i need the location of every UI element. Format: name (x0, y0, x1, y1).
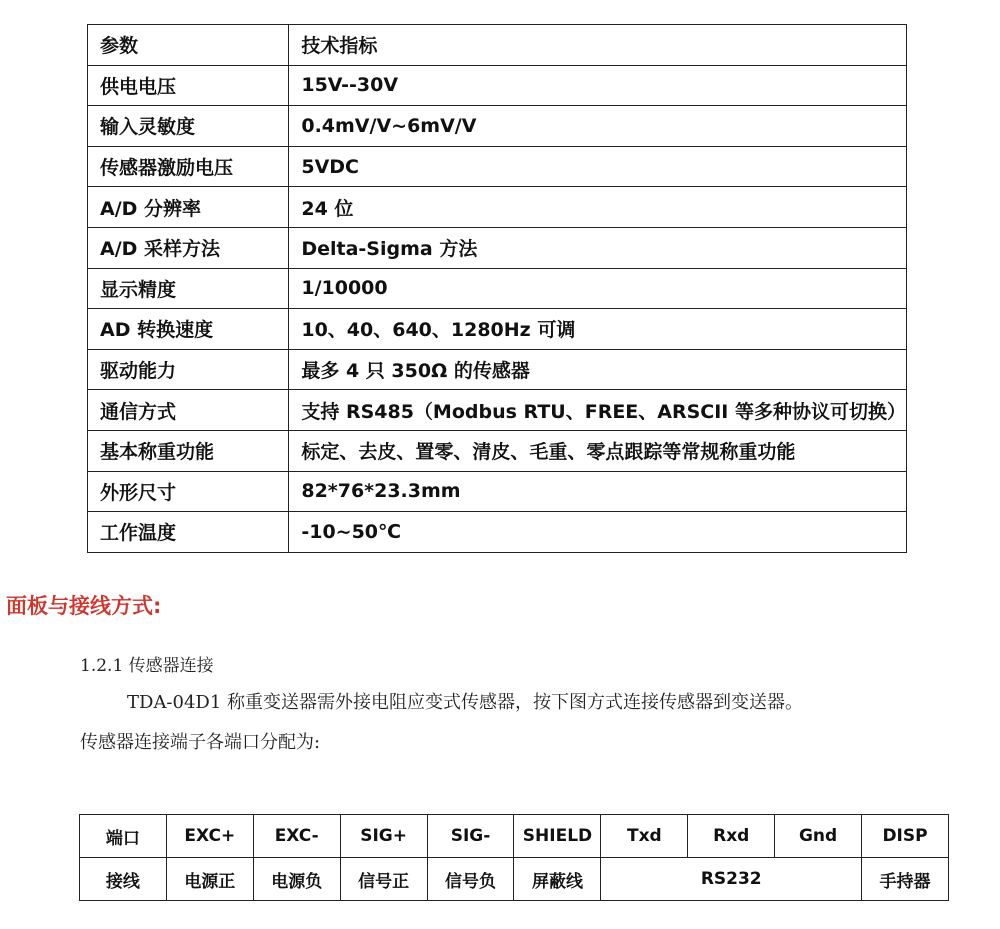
spec-param-cell: 参数 (88, 25, 289, 66)
spec-row (88, 268, 907, 309)
spec-param-cell: 工作温度 (88, 512, 289, 553)
wiring-assignment-row (80, 858, 949, 901)
cell-rs232: RS232 (601, 858, 862, 901)
description-paragraph (80, 683, 950, 763)
spec-value-cell: 82*76*23.3mm (289, 471, 907, 512)
spec-row (88, 430, 907, 471)
spec-value-cell: 15V--30V (289, 65, 907, 106)
header-cell-sig-neg: SIG- (427, 815, 514, 858)
header-cell-gnd: Gnd (775, 815, 862, 858)
spec-row (88, 65, 907, 106)
spec-value-cell: 5VDC (289, 146, 907, 187)
spec-row (88, 227, 907, 268)
header-cell-shield: SHIELD (514, 815, 601, 858)
header-cell-exc-pos: EXC+ (166, 815, 253, 858)
spec-param-cell: 显示精度 (88, 268, 289, 309)
spec-row (88, 309, 907, 350)
spec-value-cell: Delta-Sigma 方法 (289, 227, 907, 268)
spec-param-cell: 供电电压 (88, 65, 289, 106)
spec-row (88, 512, 907, 553)
spec-value-cell: 24 位 (289, 187, 907, 228)
paragraph-line-1: TDA-04D1 称重变送器需外接电阻应变式传感器，按下图方式连接传感器到变送器。 (127, 692, 804, 713)
cell-exc-neg: 电源负 (253, 858, 340, 901)
section-title: 面板与接线方式: (6, 594, 162, 618)
spec-row (88, 25, 907, 66)
header-cell-disp: DISP (862, 815, 949, 858)
spec-param-cell: A/D 分辨率 (88, 187, 289, 228)
spec-param-cell: 输入灵敏度 (88, 106, 289, 147)
header-cell-sig-pos: SIG+ (340, 815, 427, 858)
cell-sig-neg: 信号负 (427, 858, 514, 901)
spec-row (88, 146, 907, 187)
spec-table-body (88, 25, 907, 553)
spec-row (88, 471, 907, 512)
cell-disp: 手持器 (862, 858, 949, 901)
header-cell-exc-neg: EXC- (253, 815, 340, 858)
spec-value-cell: 技术指标 (289, 25, 907, 66)
header-cell-rxd: Rxd (688, 815, 775, 858)
spec-value-cell: 1/10000 (289, 268, 907, 309)
spec-param-cell: 驱动能力 (88, 349, 289, 390)
paragraph-line-2: 传感器连接端子各端口分配为: (80, 732, 321, 753)
spec-value-cell: 0.4mV/V~6mV/V (289, 106, 907, 147)
spec-value-cell: 10、40、640、1280Hz 可调 (289, 309, 907, 350)
spec-value-cell: 支持 RS485（Modbus RTU、FREE、ARSCII 等多种协议可切换） (289, 390, 907, 431)
spec-param-cell: 传感器激励电压 (88, 146, 289, 187)
wiring-header-row (80, 815, 949, 858)
spec-param-cell: 基本称重功能 (88, 430, 289, 471)
header-cell-port: 端口 (80, 815, 167, 858)
subheading: 1.2.1 传感器连接 (80, 656, 214, 676)
spec-row (88, 106, 907, 147)
spec-value-cell: 最多 4 只 350Ω 的传感器 (289, 349, 907, 390)
cell-sig-pos: 信号正 (340, 858, 427, 901)
spec-row (88, 187, 907, 228)
spec-row (88, 390, 907, 431)
spec-param-cell: AD 转换速度 (88, 309, 289, 350)
spec-param-cell: 通信方式 (88, 390, 289, 431)
cell-wiring-label: 接线 (80, 858, 167, 901)
spec-param-cell: A/D 采样方法 (88, 227, 289, 268)
spec-table (87, 24, 907, 553)
wiring-table (79, 814, 949, 901)
spec-row (88, 349, 907, 390)
cell-exc-pos: 电源正 (166, 858, 253, 901)
spec-value-cell: 标定、去皮、置零、清皮、毛重、零点跟踪等常规称重功能 (289, 430, 907, 471)
spec-param-cell: 外形尺寸 (88, 471, 289, 512)
cell-shield: 屏蔽线 (514, 858, 601, 901)
spec-value-cell: -10~50℃ (289, 512, 907, 553)
header-cell-txd: Txd (601, 815, 688, 858)
